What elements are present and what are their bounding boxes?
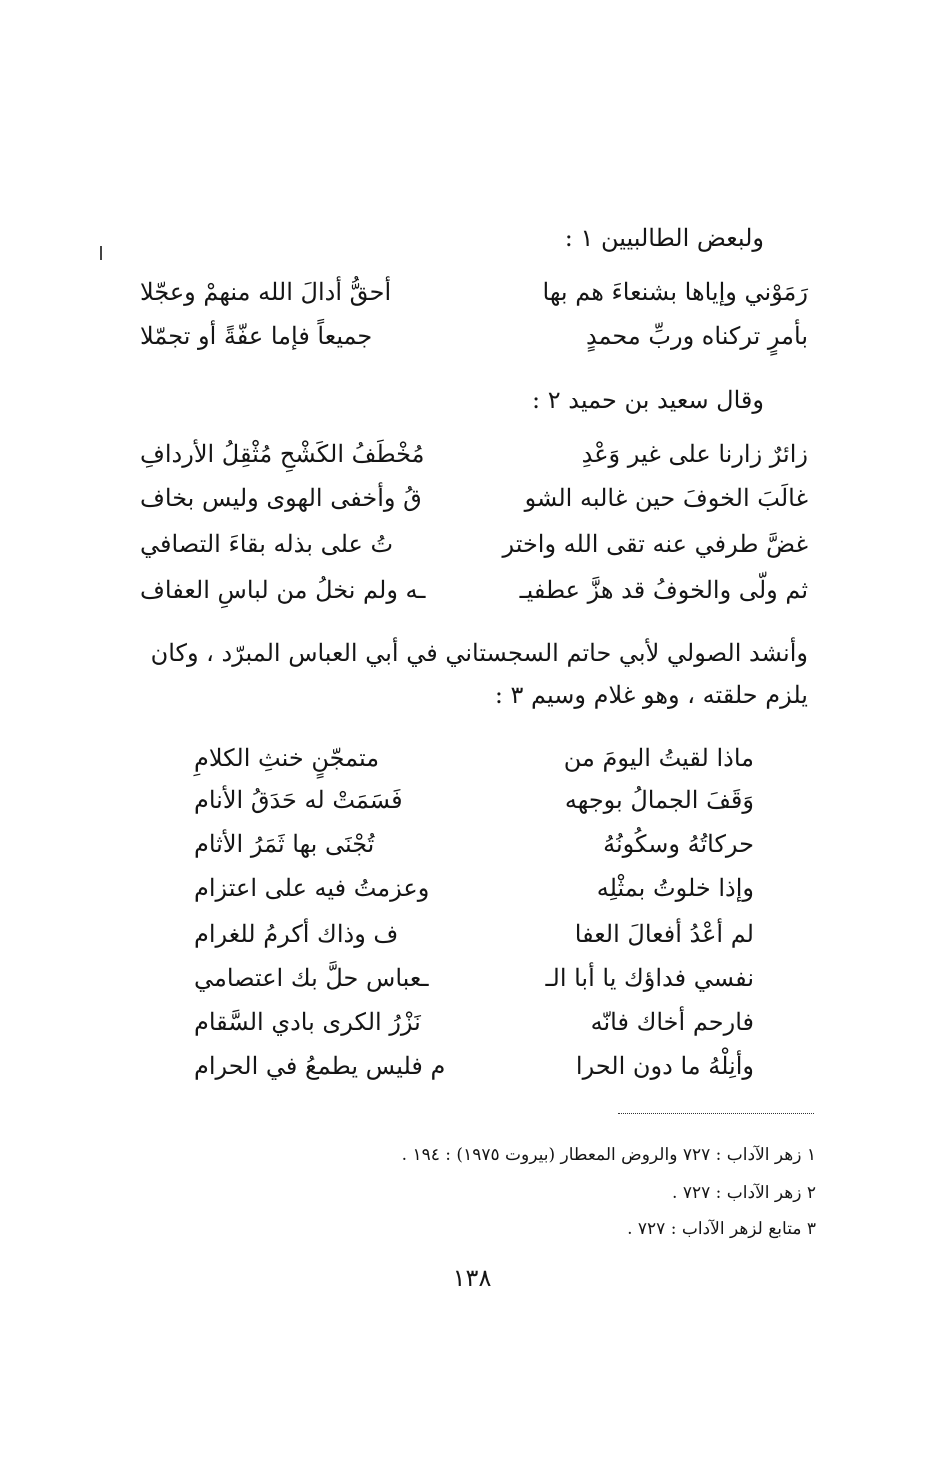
first-hemistich: بأمرٍ تركناه وربِّ محمدٍ <box>585 322 808 350</box>
first-hemistich: وَقَفَ الجمالُ بوجهه <box>564 786 754 814</box>
first-hemistich: حركاتُهُ وسكُونُهُ <box>603 830 754 858</box>
verse <box>140 524 808 564</box>
second-hemistich: جميعاً فإما عفّةً أو تجمّلا <box>140 322 373 350</box>
verse <box>194 868 754 908</box>
second-hemistich: ـه ولم نخلُ من لباسِ العفاف <box>140 576 426 604</box>
first-hemistich: ماذا لقيتُ اليومَ من <box>563 744 754 772</box>
second-hemistich: وعزمتُ فيه على اعتزام <box>194 874 430 902</box>
first-hemistich: غضَّ طرفي عنه تقى الله واختر <box>502 530 808 558</box>
second-hemistich: متمجّنٍ خنثِ الكلامِ <box>194 744 380 772</box>
first-hemistich: زائرٌ زارنا على غير وَعْدِ <box>581 440 808 468</box>
first-hemistich: ثم ولّى والخوفُ قد هزَّ عطفيـ <box>519 576 808 604</box>
verse <box>140 272 808 312</box>
second-hemistich: ـعباس حلَّ بك اعتصامي <box>194 964 429 992</box>
footnote-2: ٢ زهر الآداب : ٧٢٧ . <box>672 1183 816 1203</box>
first-hemistich: لم أعْدُ أفعالَ العفا <box>574 920 754 948</box>
second-hemistich: نَزْرُ الكرى بادي السَّقام <box>194 1008 421 1036</box>
section-2-heading: وقال سعيد بن حميد ٢ : <box>532 386 764 414</box>
first-hemistich: رَمَوْني وإياها بشنعاءَ هم بها <box>542 278 808 306</box>
second-hemistich: قُ وأخفى الهوى وليس بخاف <box>140 484 422 512</box>
second-hemistich: فَسَمَتْ له حَدَقُ الأنام <box>194 786 403 814</box>
second-hemistich: تُجْنَى بها ثَمَرُ الأثام <box>194 830 375 858</box>
second-hemistich: تُ على بذله بقاءَ التصافي <box>140 530 394 558</box>
prose-paragraph: وأنشد الصولي لأبي حاتم السجستاني في أبي العباس المبرّد ، وكان يلزم حلقته ، وهو غلام وسيم ٣ : <box>150 639 808 709</box>
second-hemistich: م فليس يطمعُ في الحرام <box>194 1052 446 1080</box>
verse <box>140 434 808 474</box>
verse <box>140 478 808 518</box>
footnote-divider <box>618 1113 814 1114</box>
verse <box>194 958 754 998</box>
section-1-heading: ولبعض الطالبيين ١ : <box>564 224 764 252</box>
verse <box>140 316 808 356</box>
verse <box>194 738 754 778</box>
verse <box>194 1002 754 1042</box>
verse <box>194 1046 754 1086</box>
verse <box>194 914 754 954</box>
first-hemistich: وإذا خلوتُ بمثْلِه <box>596 874 754 902</box>
footnote-1: ١ زهر الآداب : ٧٢٧ والروض المعطار (بيروت ١٩٧٥) : ١٩٤ . <box>401 1145 816 1165</box>
verse <box>194 824 754 864</box>
second-hemistich: ف وذاك أكرمُ للغرام <box>194 920 399 948</box>
first-hemistich: وأنِلْهُ ما دون الحرا <box>575 1052 754 1080</box>
footnote-3: ٣ متابع لزهر الآداب : ٧٢٧ . <box>627 1219 816 1239</box>
first-hemistich: فارحم أخاك فانّه <box>590 1008 754 1036</box>
second-hemistich: مُخْطَفُ الكَشْحِ مُثْقِلُ الأردافِ <box>140 440 425 468</box>
scan-mark <box>100 246 102 260</box>
page-number: ١٣٨ <box>452 1264 492 1292</box>
verse <box>140 570 808 610</box>
verse <box>194 780 754 820</box>
second-hemistich: أحقُّ أدالَ الله منهمْ وعجّلا <box>140 278 392 306</box>
first-hemistich: نفسي فداؤك يا أبا الـ <box>545 964 754 992</box>
first-hemistich: غالَبَ الخوفَ حين غالبه الشو <box>524 484 808 512</box>
